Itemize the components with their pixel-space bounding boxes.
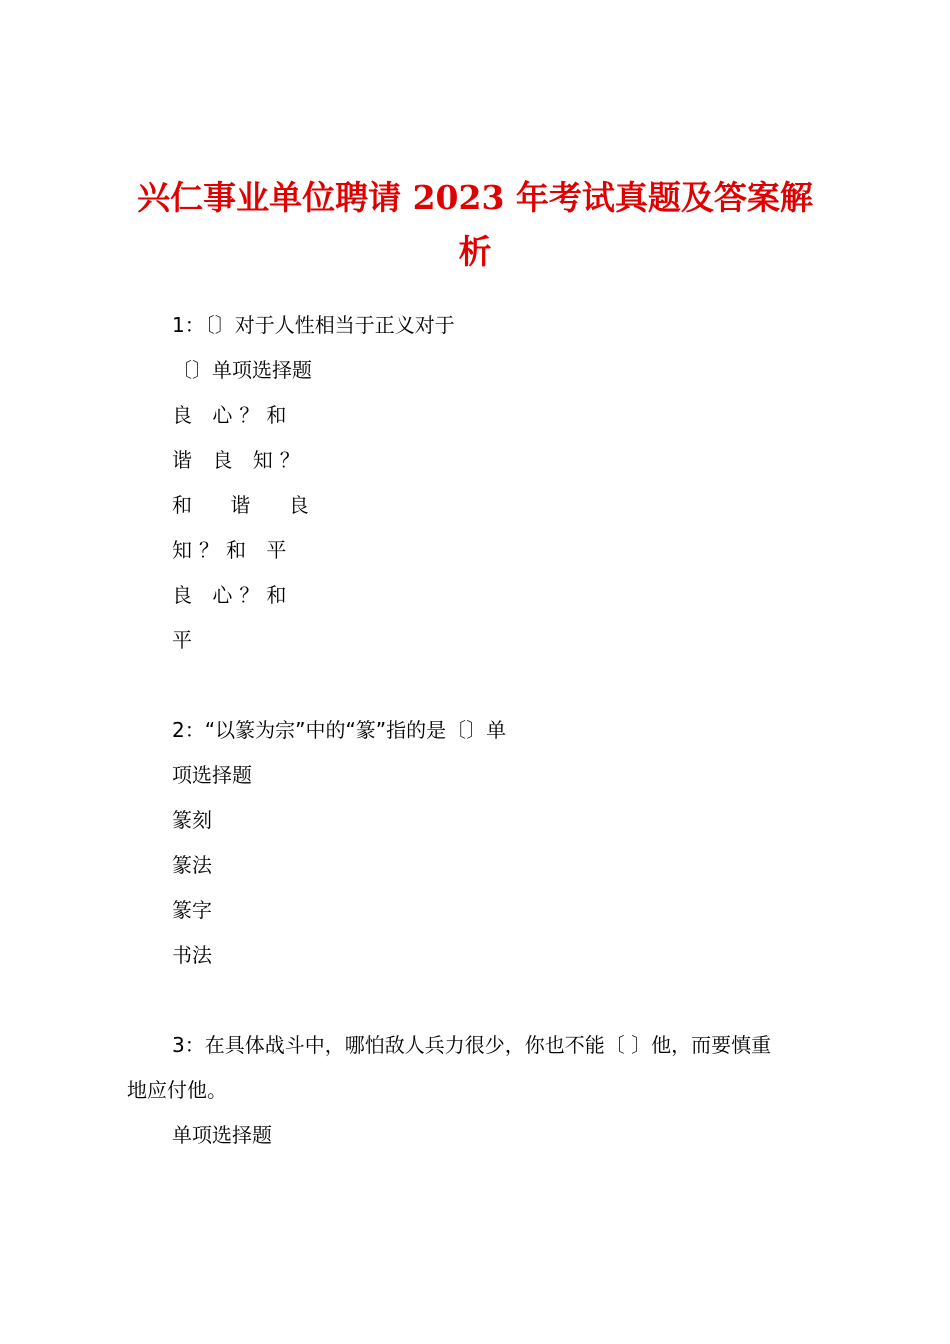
question-2-type: 项选择题 (172, 763, 252, 787)
question-2-option-2: 篆法 (172, 853, 212, 877)
document-title-line-2: 析 (458, 232, 492, 271)
question-2-option-3: 篆字 (172, 898, 212, 922)
question-1-type: 〔〕单项选择题 (172, 358, 312, 382)
question-2-option-4: 书法 (172, 943, 212, 967)
question-1-stem: 1：〔〕对于人性相当于正义对于 (172, 313, 455, 337)
question-1-option-6: 平 (172, 628, 192, 652)
question-3-stem: 3：在具体战斗中，哪怕敌人兵力很少，你也不能〔 〕他，而要慎重 (172, 1033, 772, 1057)
question-3-stem-continued: 地应付他。 (127, 1078, 227, 1102)
question-3-type: 单项选择题 (172, 1123, 272, 1147)
question-2-option-1: 篆刻 (172, 808, 212, 832)
question-1-option-4: 知？和 平 (172, 538, 294, 562)
question-1-option-2: 谐 良 知？ (172, 448, 307, 472)
document-title-line-1: 兴仁事业单位聘请 2023 年考试真题及答案解 (137, 178, 813, 217)
question-1-option-1: 良 心？和 (172, 403, 294, 427)
question-2-stem: 2：“以篆为宗”中的“篆”指的是〔〕单 (172, 718, 507, 742)
question-1-option-5: 良 心？和 (172, 583, 294, 607)
question-1-option-3: 和 谐 良 (172, 493, 325, 517)
